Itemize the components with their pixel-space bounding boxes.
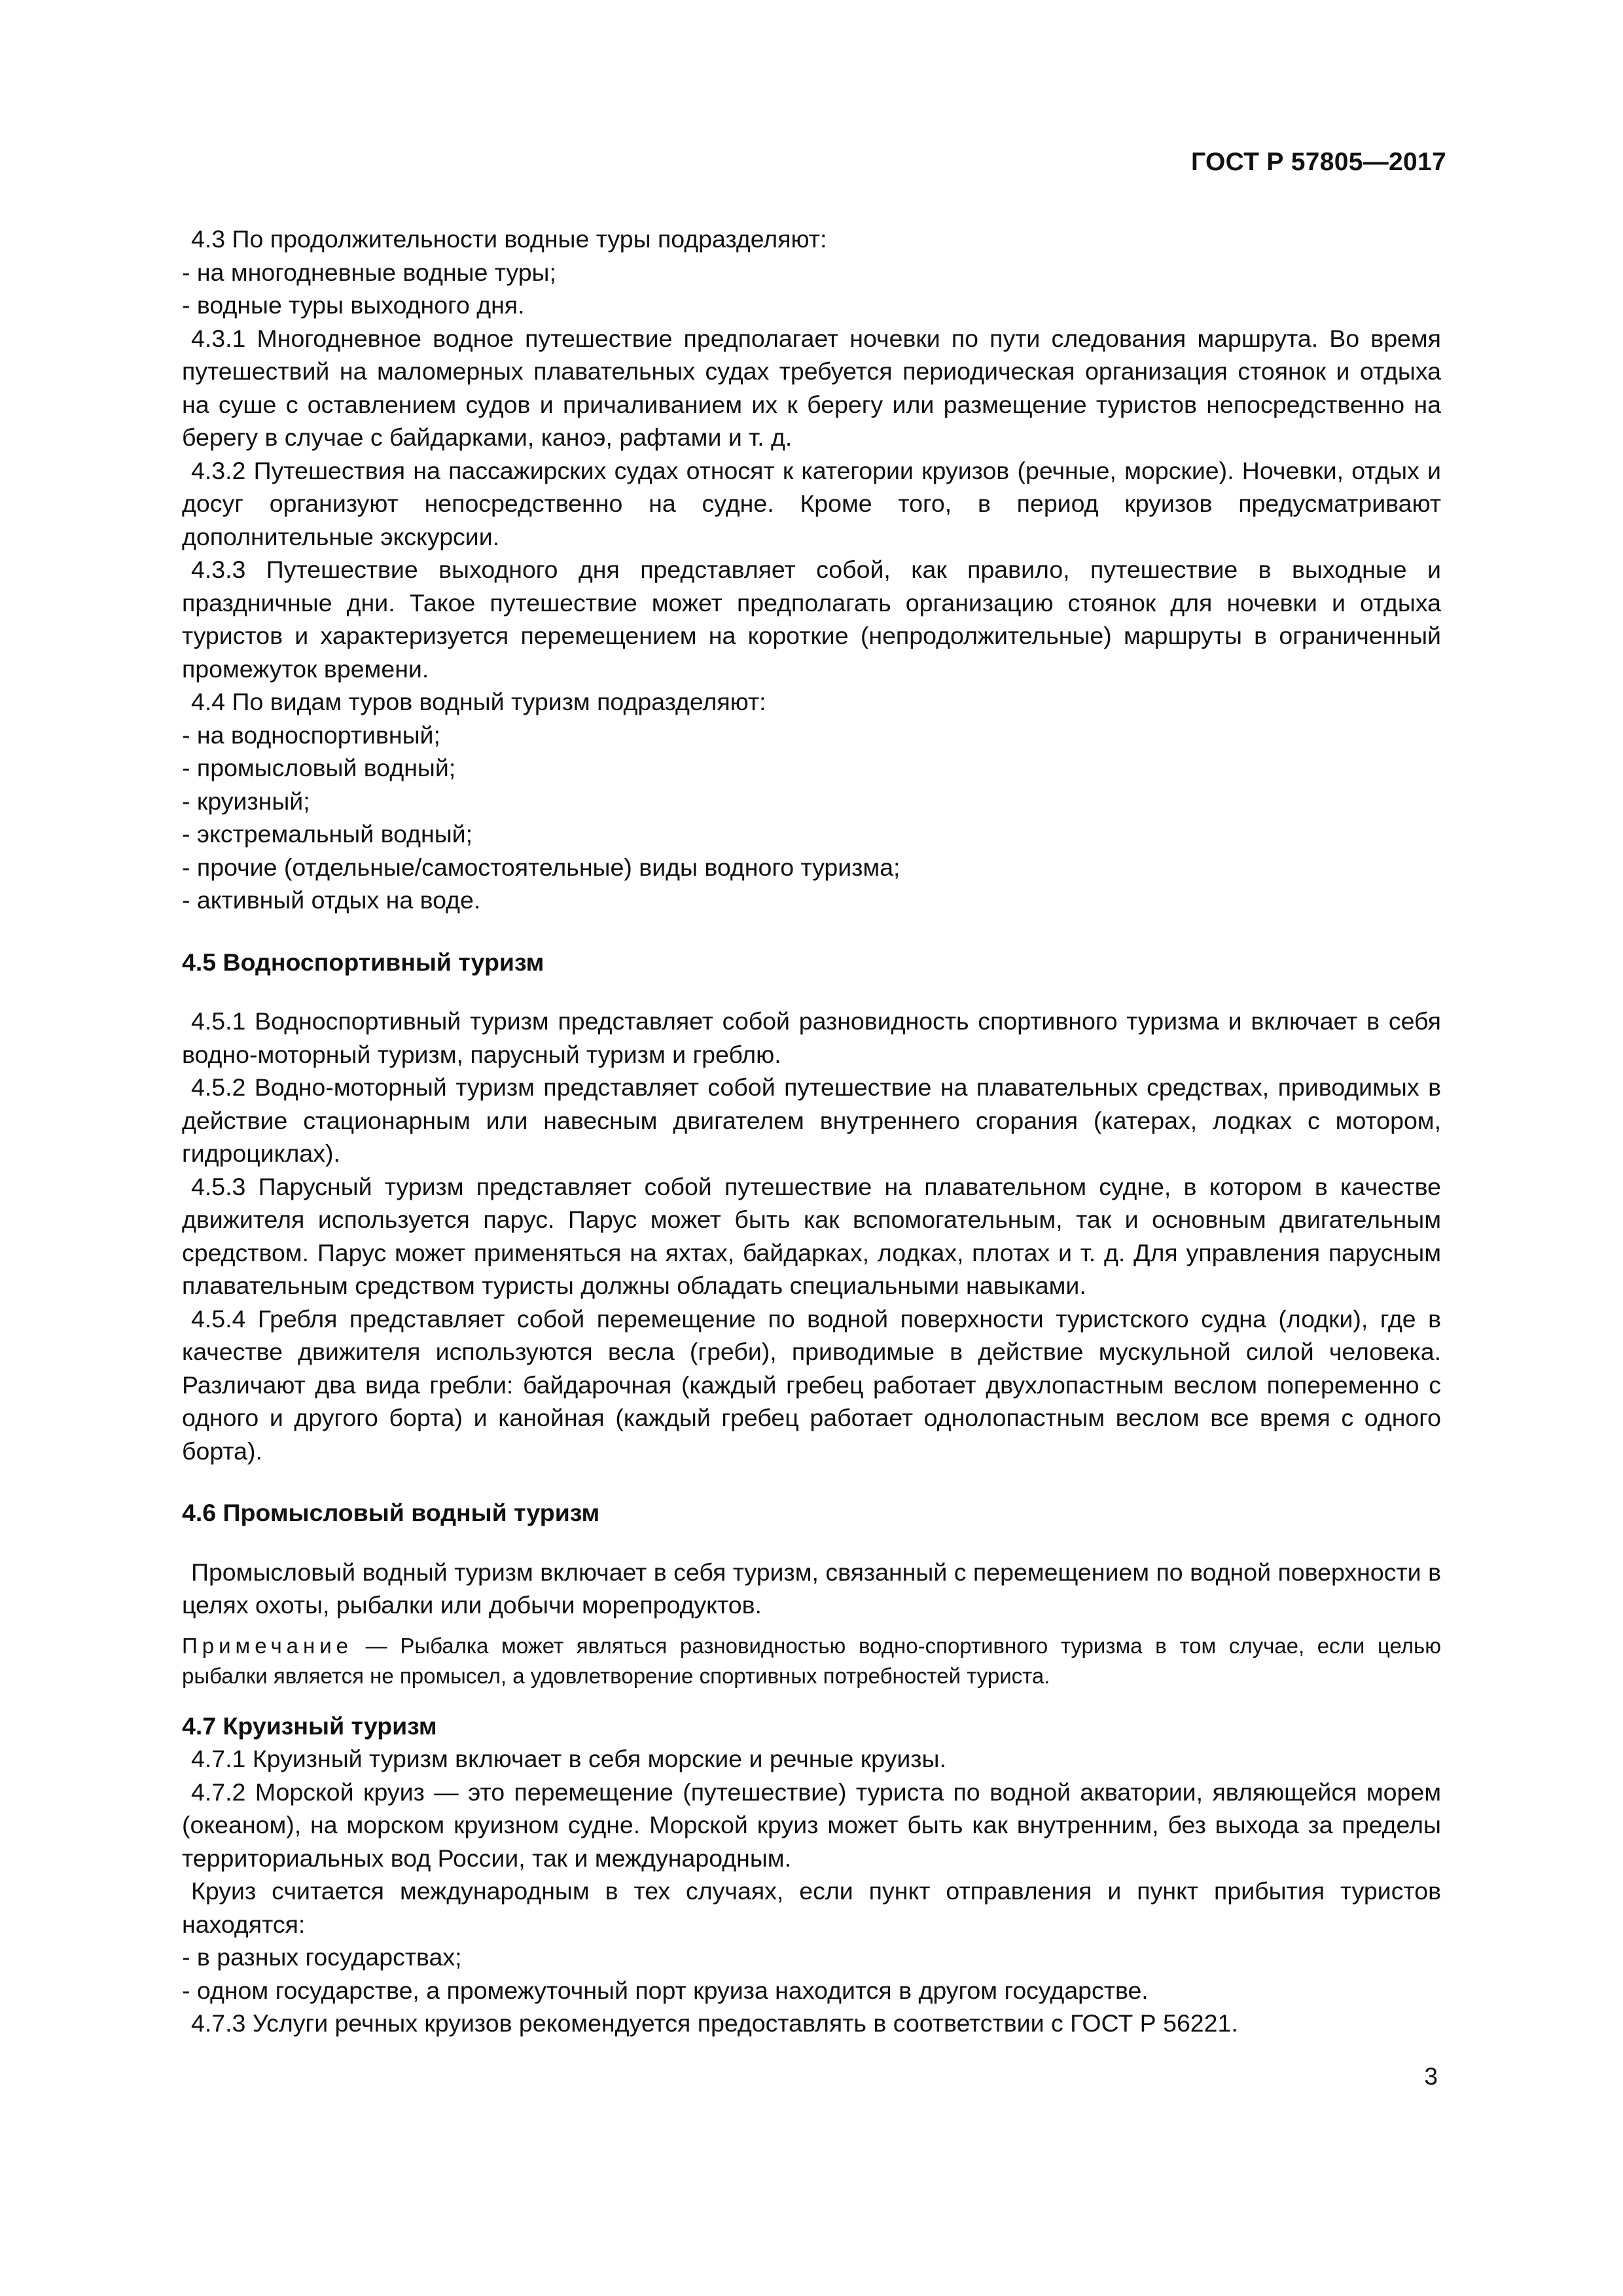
section-heading: 4.5 Водноспортивный туризм (182, 948, 544, 976)
paragraph: 4.5.2 Водно-моторный туризм представляет собой путешествие на плавательных средствах, приводимых в действие стационарным или навесным двигателем внутреннего сгорания (катерах, лодках с мотором, гидроциклах). (182, 1073, 1441, 1167)
list-item: - водные туры выходного дня. (182, 291, 525, 319)
section-heading: 4.7 Круизный туризм (182, 1712, 437, 1740)
list-item: - круизный; (182, 787, 310, 815)
paragraph: 4.3.3 Путешествие выходного дня представляет собой, как правило, путешествие в выходные и праздничные дни. Такое путешествие может предполагать организацию стоянок для ночевки и отдыха туристов и характеризуется перемещением на короткие (непродолжительные) маршруты в ограниченный промежуток времени. (182, 556, 1441, 683)
list-item: - активный отдых на воде. (182, 886, 481, 914)
paragraph: 4.3.1 Многодневное водное путешествие предполагает ночевки по пути следования маршрута. Во время путешествий на маломерных плавательных судах требуется периодическая организация стоянок и отдыха на суше с оставлением судов и причаливанием их к берегу или размещение туристов непосредственно на берегу в случае с байдарками, каноэ, рафтами и т. д. (182, 324, 1441, 451)
paragraph: 4.5.3 Парусный туризм представляет собой путешествие на плавательном судне, в котором в качестве движителя используется парус. Парус может быть как вспомогательным, так и основным двигательным средством. Парус может применяться на яхтах, байдарках, лодках, плотах и т. д. Для управления парусным плавательным средством туристы должны обладать специальными навыками. (182, 1172, 1441, 1299)
paragraph: Промысловый водный туризм включает в себя туризм, связанный с перемещением по водной поверхности в целях охоты, рыбалки или добычи морепродуктов. (182, 1558, 1441, 1619)
note-text: — Рыбалка может являться разновидностью водно-спортивного туризма в том случае, если целью рыбалки является не промысел, а удовлетворение спортивных потребностей туриста. (182, 1633, 1441, 1688)
paragraph: 4.3 По продолжительности водные туры подразделяют: (191, 225, 827, 253)
paragraph: 4.5.1 Водноспортивный туризм представляет собой разновидность спортивного туризма и включает в себя водно-моторный туризм, парусный туризм и греблю. (182, 1007, 1441, 1068)
paragraph: Круиз считается международным в тех случаях, если пункт отправления и пункт прибытия туристов находятся: (182, 1877, 1441, 1938)
list-item: - на многодневные водные туры; (182, 258, 556, 286)
list-item: - прочие (отдельные/самостоятельные) виды водного туризма; (182, 853, 901, 881)
list-item: - одном государстве, а промежуточный порт круиза находится в другом государстве. (182, 1976, 1149, 2004)
document-code-header: ГОСТ Р 57805—2017 (1191, 148, 1446, 176)
list-item: - экстремальный водный; (182, 820, 473, 848)
paragraph: 4.7.3 Услуги речных круизов рекомендуется предоставлять в соответствии с ГОСТ Р 56221. (191, 2009, 1238, 2037)
list-item: - в разных государствах; (182, 1943, 462, 1971)
paragraph: 4.7.1 Круизный туризм включает в себя морские и речные круизы. (191, 1745, 946, 1772)
note-paragraph (182, 1631, 1441, 1691)
list-item: - на водноспортивный; (182, 721, 440, 749)
page-number: 3 (1424, 2063, 1438, 2090)
paragraph: 4.4 По видам туров водный туризм подразделяют: (191, 688, 766, 715)
paragraph: 4.7.2 Морской круиз — это перемещение (путешествие) туриста по водной акватории, являющейся морем (океаном), на морском круизном судне. Морской круиз может быть как внутренним, без выхода за пределы территориальных вод России, так и международным. (182, 1778, 1441, 1872)
note-label: Примечание (182, 1633, 353, 1658)
document-body (182, 223, 1441, 2040)
paragraph: 4.3.2 Путешествия на пассажирских судах относят к категории круизов (речные, морские). Ночевки, отдых и досуг организуют непосредственно на судне. Кроме того, в период круизов предусматривают дополнительные экскурсии. (182, 456, 1441, 550)
paragraph: 4.5.4 Гребля представляет собой перемещение по водной поверхности туристского судна (лодки), где в качестве движителя используются весла (греби), приводимые в действие мускульной силой человека. Различают два вида гребли: байдарочная (каждый гребец работает двухлопастным веслом попеременно с одного и другого борта) и канойная (каждый гребец работает однолопастным веслом все время с одного борта). (182, 1304, 1441, 1465)
section-heading: 4.6 Промысловый водный туризм (182, 1499, 600, 1526)
list-item: - промысловый водный; (182, 754, 456, 781)
